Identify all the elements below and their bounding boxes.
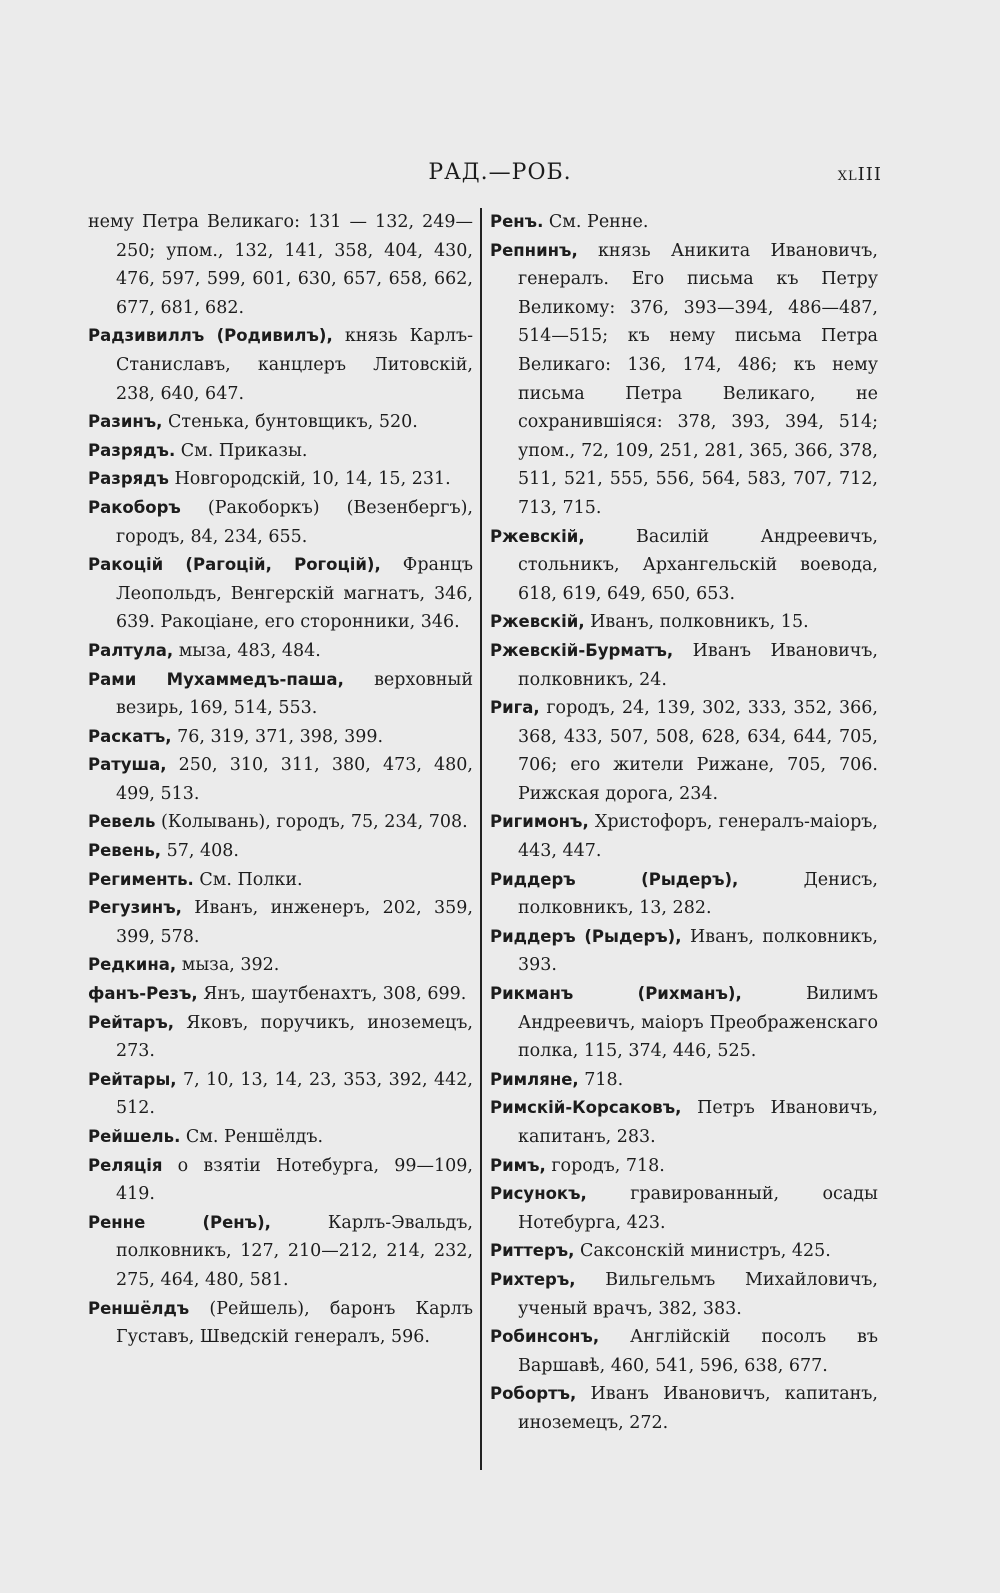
entry-text: См. Полки.	[193, 869, 303, 890]
entry-headword: Робортъ,	[490, 1384, 577, 1404]
index-entry	[490, 980, 878, 1066]
entry-headword: Регузинъ,	[88, 898, 182, 918]
index-entry	[490, 694, 878, 808]
index-entry	[490, 1237, 878, 1266]
entry-text: 57, 408.	[161, 841, 239, 862]
entry-headword: Риттеръ,	[490, 1241, 575, 1261]
index-entry	[490, 1152, 878, 1181]
entry-headword: Рихтеръ,	[490, 1269, 576, 1289]
entry-headword: Риддеръ (Рыдеръ),	[490, 869, 739, 889]
right-column	[490, 208, 878, 1438]
entry-text: 718.	[578, 1069, 624, 1090]
index-entry	[490, 923, 878, 980]
index-entry	[88, 1152, 473, 1209]
entry-text: См. Реншёлдъ.	[180, 1127, 324, 1147]
entry-text: о взятіи Нотебурга, 99—109, 419.	[116, 1155, 473, 1205]
index-entry	[88, 837, 473, 866]
index-entry	[490, 208, 878, 237]
entry-headword: Рига,	[490, 698, 540, 718]
entry-text: Новгородскій, 10, 14, 15, 231.	[168, 469, 451, 490]
index-entry	[88, 1295, 473, 1352]
entry-headword: Ракоборъ	[88, 497, 181, 517]
entry-headword: Ратуша,	[88, 755, 167, 775]
entry-headword: Редкина,	[88, 955, 177, 975]
index-entry	[88, 494, 473, 551]
entry-text: гравированный, осады Нотебурга, 423.	[518, 1184, 878, 1233]
entry-text: Иванъ Ивановичъ, капитанъ, иноземецъ, 272.	[518, 1384, 878, 1433]
entry-text: Петръ Ивановичъ, капитанъ, 283.	[518, 1098, 878, 1147]
entry-text: 76, 319, 371, 398, 399.	[171, 726, 384, 747]
index-entry	[490, 637, 878, 694]
entry-headword: Раскатъ,	[88, 726, 172, 746]
index-entry	[490, 237, 878, 523]
index-entry	[88, 465, 473, 494]
index-entry	[88, 980, 473, 1009]
entry-text: 250, 310, 311, 380, 473, 480, 499, 513.	[116, 755, 473, 804]
entry-text: Денисъ, полковникъ, 13, 282.	[518, 869, 878, 919]
entry-headword: Ржевскій-Бурматъ,	[490, 640, 674, 660]
index-entry	[490, 1266, 878, 1323]
entry-text: Стенька, бунтовщикъ, 520.	[162, 412, 418, 433]
index-entry	[490, 523, 878, 609]
index-entry	[88, 322, 473, 408]
index-entry	[490, 1180, 878, 1237]
entry-headword: Рейтаръ,	[88, 1012, 175, 1032]
left-column	[88, 208, 473, 1352]
entry-text: Иванъ, полковникъ, 393.	[518, 926, 878, 976]
entry-text: нему Петра Великаго: 131 — 132, 249—250; упом., 132, 141, 358, 404, 430, 476, 597, 599, 601, 630, 657, 658, 662, 677, 681, 682.	[88, 212, 473, 318]
entry-text: князь Карлъ-Станиславъ, канцлеръ Литовскій, 238, 640, 647.	[116, 326, 473, 404]
page-number: xlIII	[837, 164, 882, 185]
index-entry	[88, 666, 473, 723]
entry-headword: Римляне,	[490, 1069, 579, 1089]
index-entry	[490, 1380, 878, 1437]
entry-text: Вильгельмъ Михайловичъ, ученый врачъ, 382, 383.	[518, 1269, 878, 1319]
entry-text: Василій Андреевичъ, стольникъ, Архангельскій воевода, 618, 619, 649, 650, 653.	[518, 526, 878, 604]
index-entry	[88, 551, 473, 637]
entry-text: мыза, 392.	[176, 955, 280, 976]
index-entry	[88, 723, 473, 752]
index-entry	[490, 608, 878, 637]
entry-text: Яковъ, поручикъ, иноземецъ, 273.	[116, 1012, 473, 1062]
entry-text: (Ракоборкъ) (Везенбергъ), городъ, 84, 234, 655.	[116, 497, 473, 547]
entry-headword: Регименть.	[88, 869, 194, 889]
entry-text: См. Приказы.	[175, 440, 308, 461]
entry-text: Иванъ Ивановичъ, полковникъ, 24.	[518, 640, 878, 690]
entry-text: Вилимъ Андреевичъ, маіоръ Преображенскаго полка, 115, 374, 446, 525.	[518, 984, 878, 1062]
entry-headword: Ренъ.	[490, 212, 544, 231]
entry-headword: фанъ-Резъ,	[88, 984, 198, 1004]
page-header	[0, 160, 1000, 200]
index-entry	[88, 1209, 473, 1295]
index-entry	[88, 208, 473, 322]
entry-text: городъ, 718.	[545, 1155, 665, 1176]
entry-headword: Робинсонъ,	[490, 1327, 600, 1347]
entry-text: Карлъ-Эвальдъ, полковникъ, 127, 210—212, 214, 232, 275, 464, 480, 581.	[116, 1212, 473, 1290]
index-entry	[490, 1066, 878, 1095]
entry-text: мыза, 483, 484.	[173, 640, 321, 661]
entry-headword: Реляція	[88, 1155, 163, 1175]
index-entry	[88, 808, 473, 837]
entry-text: (Колывань), городъ, 75, 234, 708.	[155, 812, 468, 833]
index-entry	[88, 751, 473, 808]
entry-headword: Ригимонъ,	[490, 812, 589, 832]
index-entry	[88, 951, 473, 980]
index-entry	[88, 866, 473, 895]
entry-text: 7, 10, 13, 14, 23, 353, 392, 442, 512.	[116, 1069, 473, 1119]
index-entry	[88, 408, 473, 437]
entry-headword: Ржевскій,	[490, 612, 585, 632]
entry-headword: Рикманъ (Рихманъ),	[490, 984, 742, 1004]
entry-text: городъ, 24, 139, 302, 333, 352, 366, 368, 433, 507, 508, 628, 634, 644, 705, 706; его жители Рижане, 705, 706. Рижская дорога, 234.	[518, 698, 878, 804]
entry-headword: Радзивиллъ (Родивилъ),	[88, 326, 333, 346]
entry-text: Англійскій посолъ въ Варшавѣ, 460, 541, 596, 638, 677.	[518, 1327, 878, 1376]
entry-headword: Ралтула,	[88, 640, 174, 660]
entry-text: Саксонскій министръ, 425.	[574, 1241, 831, 1262]
entry-headword: Рами Мухаммедъ-паша,	[88, 669, 344, 689]
index-columns	[88, 208, 878, 1528]
index-entry	[88, 894, 473, 951]
entry-text: (Рейшель), баронъ Карлъ Густавъ, Шведскій генералъ, 596.	[116, 1298, 473, 1348]
entry-headword: Ржевскій,	[490, 526, 585, 546]
index-entry	[88, 1066, 473, 1123]
running-head: РАД.—РОБ.	[428, 160, 572, 185]
entry-text: Францъ Леопольдъ, Венгерскій магнатъ, 346, 639. Ракоціане, его сторонники, 346.	[116, 555, 474, 633]
entry-text: Христофоръ, генералъ-маіоръ, 443, 447.	[518, 812, 878, 862]
index-entry	[88, 637, 473, 666]
index-entry	[490, 1094, 878, 1151]
index-entry	[490, 808, 878, 865]
entry-text: См. Ренне.	[543, 212, 649, 232]
entry-text: Иванъ, полковникъ, 15.	[584, 612, 809, 633]
entry-headword: Римскій-Корсаковъ,	[490, 1098, 682, 1118]
entry-headword: Ревень,	[88, 841, 162, 861]
entry-headword: Риддеръ (Рыдеръ),	[490, 926, 682, 946]
entry-headword: Ракоцій (Рагоцій, Рогоцій),	[88, 555, 381, 575]
entry-headword: Реншёлдъ	[88, 1298, 190, 1318]
entry-headword: Рисунокъ,	[490, 1184, 587, 1204]
entry-headword: Рейтары,	[88, 1069, 177, 1089]
index-entry	[490, 1323, 878, 1380]
entry-headword: Репнинъ,	[490, 240, 578, 260]
entry-headword: Разрядъ.	[88, 440, 176, 460]
entry-text: Янъ, шаутбенахтъ, 308, 699.	[197, 984, 467, 1005]
column-divider	[480, 208, 482, 1470]
index-entry	[88, 1009, 473, 1066]
entry-headword: Римъ,	[490, 1155, 546, 1175]
entry-text: князь Аникита Ивановичъ, генералъ. Его письма къ Петру Великому: 376, 393—394, 486—487, 514—515; къ нему письма Петра Великаго: 136, 174, 486; къ нему письма Петра Великаго, не сохранившіяся: 378, 393, 394, 514; упом., 72, 109, 251, 281, 365, 366, 378, 511, 521, 555, 556, 564, 583, 707, 712, 713, 715.	[518, 240, 878, 518]
entry-headword: Ревель	[88, 812, 156, 832]
entry-headword: Разинъ,	[88, 412, 163, 432]
entry-headword: Разрядъ	[88, 469, 169, 489]
entry-text: Иванъ, инженеръ, 202, 359, 399, 578.	[116, 898, 473, 947]
entry-headword: Ренне (Ренъ),	[88, 1212, 271, 1232]
index-entry	[88, 437, 473, 466]
index-entry	[88, 1123, 473, 1152]
index-entry	[490, 866, 878, 923]
entry-text: верховный везирь, 169, 514, 553.	[116, 669, 473, 719]
entry-headword: Рейшель.	[88, 1127, 181, 1146]
